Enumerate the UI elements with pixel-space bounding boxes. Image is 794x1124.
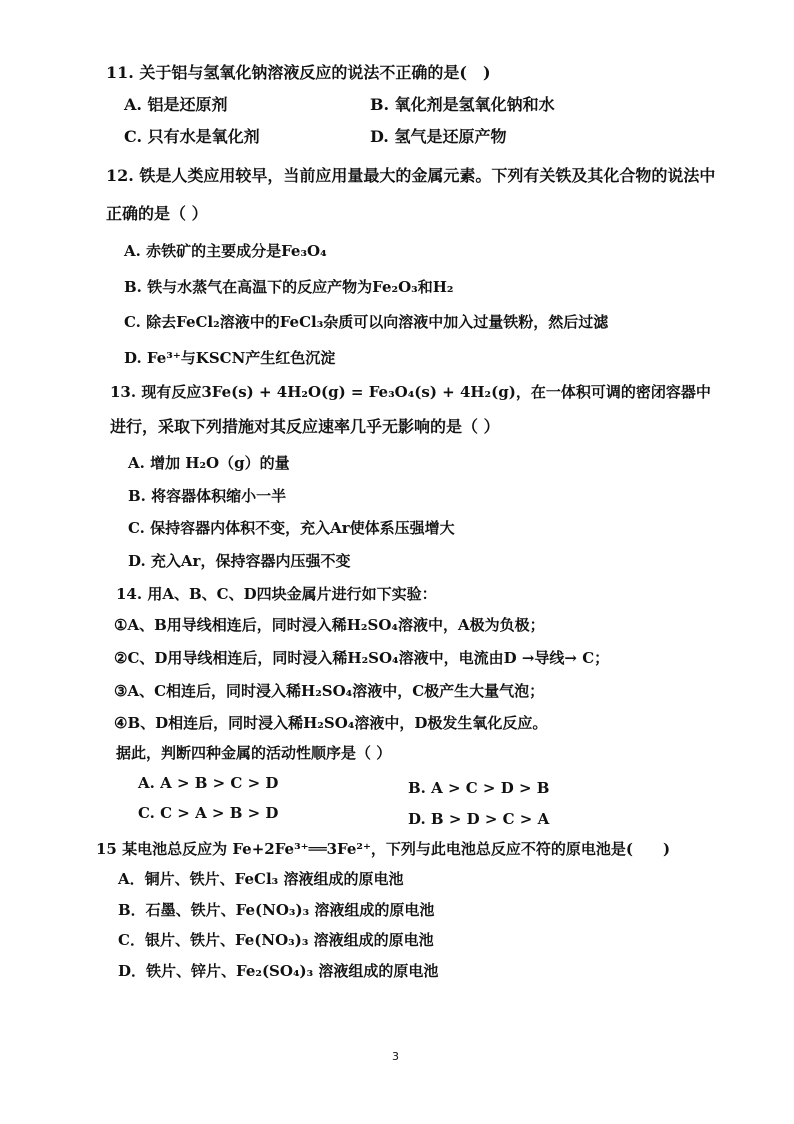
q15-option-a: A．铜片、铁片、FeCl₃ 溶液组成的原电池 xyxy=(118,870,404,888)
q14-option-a: A. A > B > C > D xyxy=(138,774,279,792)
q14-option-d: D. B > D > C > A xyxy=(408,810,550,828)
q13-option-b: B. 将容器体积缩小一半 xyxy=(128,487,287,505)
q12-option-d: D. Fe³⁺与KSCN产生红色沉淀 xyxy=(124,349,336,367)
q12-stem-line1: 12. 铁是人类应用较早，当前应用量最大的金属元素。下列有关铁及其化合物的说法中 xyxy=(106,166,716,185)
q13-stem-line1: 13. 现有反应3Fe(s) + 4H₂O(g) = Fe₃O₄(s) + 4H₂(g)，在一体积可调的密闭容器中 xyxy=(110,383,711,401)
q14-question: 据此，判断四种金属的活动性顺序是（ ） xyxy=(116,744,392,762)
page-number: 3 xyxy=(392,1050,399,1063)
q13-stem-line2: 进行，采取下列措施对其反应速率几乎无影响的是（ ） xyxy=(110,417,500,436)
q11-stem: 11. 关于铝与氢氧化钠溶液反应的说法不正确的是( ) xyxy=(106,63,491,82)
q14-statement-4: ④B、D相连后，同时浸入稀H₂SO₄溶液中，D极发生氧化反应。 xyxy=(114,714,548,732)
q12-option-c: C. 除去FeCl₂溶液中的FeCl₃杂质可以向溶液中加入过量铁粉，然后过滤 xyxy=(124,313,609,331)
q14-option-b: B. A > C > D > B xyxy=(408,779,550,797)
q14-stem: 14. 用A、B、C、D四块金属片进行如下实验： xyxy=(116,585,437,603)
q14-option-c: C. C > A > B > D xyxy=(138,804,279,822)
q12-stem-line2: 正确的是（ ） xyxy=(106,204,208,223)
q14-statement-3: ③A、C相连后，同时浸入稀H₂SO₄溶液中，C极产生大量气泡； xyxy=(114,682,545,700)
q12-option-b: B. 铁与水蒸气在高温下的反应产物为Fe₂O₃和H₂ xyxy=(124,278,454,296)
q11-option-b: B. 氧化剂是氢氧化钠和水 xyxy=(370,95,555,114)
q13-option-c: C. 保持容器内体积不变，充入Ar使体系压强增大 xyxy=(128,519,455,537)
q11-option-a: A. 铝是还原剂 xyxy=(124,95,228,114)
q11-option-c: C. 只有水是氧化剂 xyxy=(124,127,260,146)
q13-option-d: D. 充入Ar，保持容器内压强不变 xyxy=(128,552,351,570)
q15-stem: 15 某电池总反应为 Fe+2Fe³⁺══3Fe²⁺，下列与此电池总反应不符的原电池是( ) xyxy=(96,840,671,858)
q11-option-d: D. 氢气是还原产物 xyxy=(370,127,507,146)
q13-option-a: A. 增加 H₂O（g）的量 xyxy=(128,454,290,472)
q15-option-c: C．银片、铁片、Fe(NO₃)₃ 溶液组成的原电池 xyxy=(118,931,434,949)
q14-statement-1: ①A、B用导线相连后，同时浸入稀H₂SO₄溶液中，A极为负极； xyxy=(114,616,545,634)
q15-option-d: D．铁片、锌片、Fe₂(SO₄)₃ 溶液组成的原电池 xyxy=(118,962,439,980)
q14-statement-2: ②C、D用导线相连后，同时浸入稀H₂SO₄溶液中，电流由D →导线→ C； xyxy=(114,649,610,667)
q12-option-a: A. 赤铁矿的主要成分是Fe₃O₄ xyxy=(124,242,327,260)
q15-option-b: B．石墨、铁片、Fe(NO₃)₃ 溶液组成的原电池 xyxy=(118,901,435,919)
